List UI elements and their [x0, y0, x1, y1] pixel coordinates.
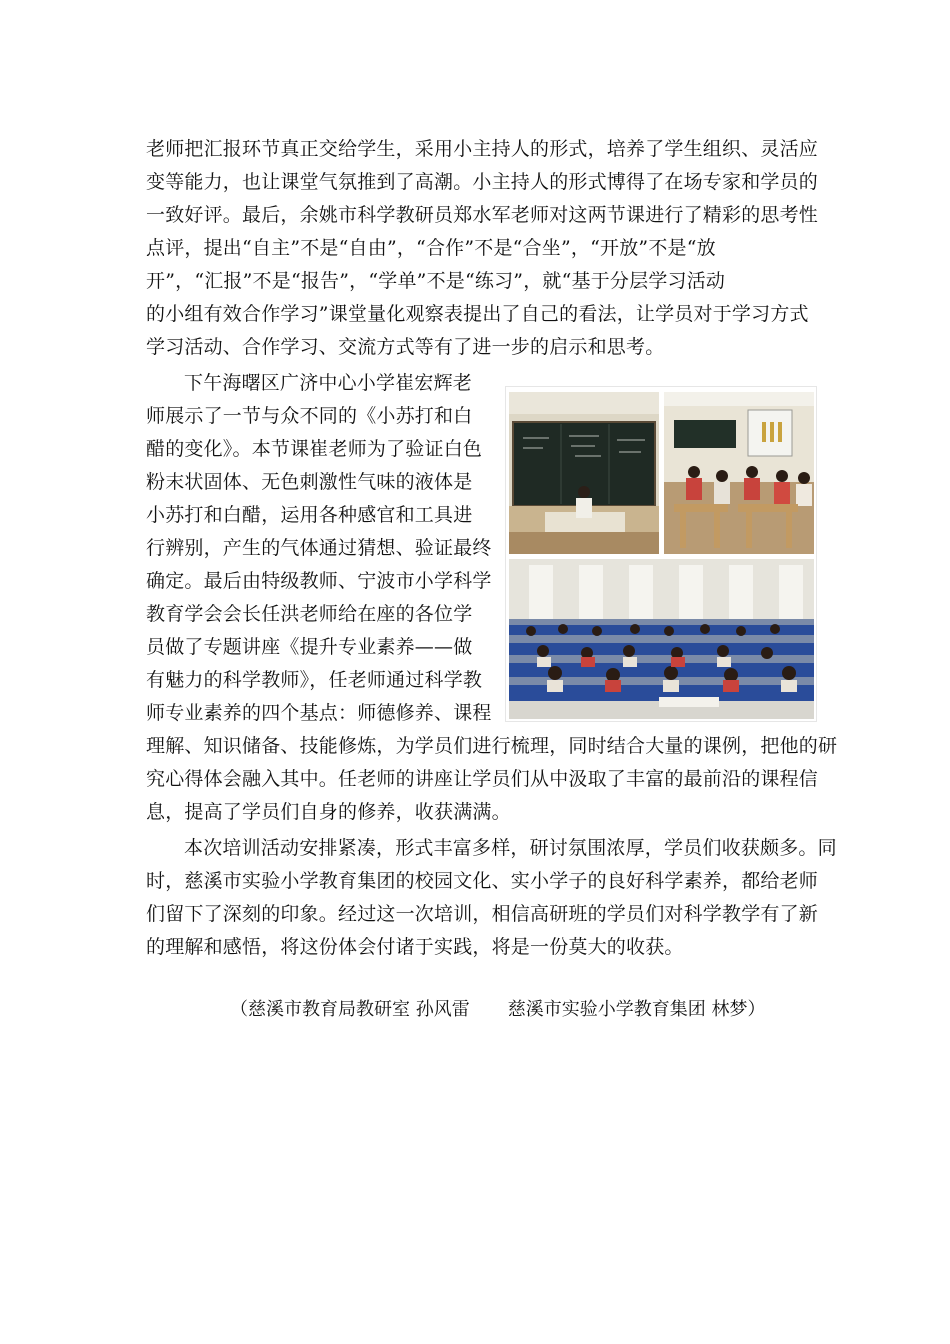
paragraph-1-line-2: 变等能力，也让课堂气氛推到了高潮。小主持人的形式博得了在场专家和学员的	[146, 171, 819, 193]
photo-collage	[505, 386, 817, 722]
paragraph-3-line-2: 时，慈溪市实验小学教育集团的校园文化、实小学子的良好科学素养，都给老师	[146, 870, 819, 892]
paragraph-1-line-1: 老师把汇报环节真正交给学生，采用小主持人的形式，培养了学生组织、灵活应	[146, 138, 819, 160]
paragraph-2-line-9: 员做了专题讲座《提升专业素养——做	[146, 636, 473, 658]
lecture-hall-photo	[509, 559, 814, 719]
classroom-blackboard-photo	[509, 392, 659, 554]
paragraph-1-line-3: 一致好评。最后，余姚市科学教研员郑水军老师对这两节课进行了精彩的思考性	[146, 204, 819, 226]
paragraph-2-line-3: 醋的变化》。本节课崔老师为了验证白色	[146, 438, 483, 460]
paragraph-2-line-12: 理解、知识储备、技能修炼，为学员们进行梳理，同时结合大量的课例，把他的研	[146, 735, 838, 757]
paragraph-2-line-5: 小苏打和白醋，运用各种感官和工具进	[146, 504, 473, 526]
paragraph-3-line-3: 们留下了深刻的印象。经过这一次培训，相信高研班的学员们对科学教学有了新	[146, 903, 819, 925]
paragraph-2-line-2: 师展示了一节与众不同的《小苏打和白	[146, 405, 473, 427]
paragraph-2-line-1: 下午海曙区广济中心小学崔宏辉老	[184, 372, 473, 394]
paragraph-2-line-8: 教育学会会长任洪老师给在座的各位学	[146, 603, 473, 625]
paragraph-2-line-14: 息，提高了学员们自身的修养，收获满满。	[146, 801, 511, 823]
author-credit	[230, 1000, 765, 1020]
credit-right: 慈溪市实验小学教育集团 林梦）	[507, 999, 766, 1020]
paragraph-2-line-13: 究心得体会融入其中。任老师的讲座让学员们从中汲取了丰富的最前沿的课程信	[146, 768, 819, 790]
paragraph-2-line-6: 行辨别，产生的气体通过猜想、验证最终	[146, 537, 492, 559]
classroom-students-photo	[664, 392, 814, 554]
paragraph-3-line-1: 本次培训活动安排紧凑，形式丰富多样，研讨氛围浓厚，学员们收获颇多。同	[184, 837, 837, 859]
credit-left: （慈溪市教育局教研室 孙风雷	[230, 999, 470, 1020]
paragraph-2-line-11: 师专业素养的四个基点：师德修养、课程	[146, 702, 492, 724]
paragraph-2-line-10: 有魅力的科学教师》，任老师通过科学教	[146, 669, 483, 691]
paragraph-2-line-4: 粉末状固体、无色刺激性气味的液体是	[146, 471, 473, 493]
paragraph-2-line-7: 确定。最后由特级教师、宁波市小学科学	[146, 570, 492, 592]
paragraph-1-line-6: 的小组有效合作学习”课堂量化观察表提出了自己的看法，让学员对于学习方式	[146, 303, 809, 325]
paragraph-1-line-5: 开”，“汇报”不是“报告”，“学单”不是“练习”，就“基于分层学习活动	[146, 270, 726, 292]
paragraph-3-line-4: 的理解和感悟，将这份体会付诸于实践，将是一份莫大的收获。	[146, 936, 684, 958]
paragraph-1-line-4: 点评，提出“自主”不是“自由”，“合作”不是“合坐”，“开放”不是“放	[146, 237, 716, 259]
paragraph-1-line-7: 学习活动、合作学习、交流方式等有了进一步的启示和思考。	[146, 336, 665, 358]
